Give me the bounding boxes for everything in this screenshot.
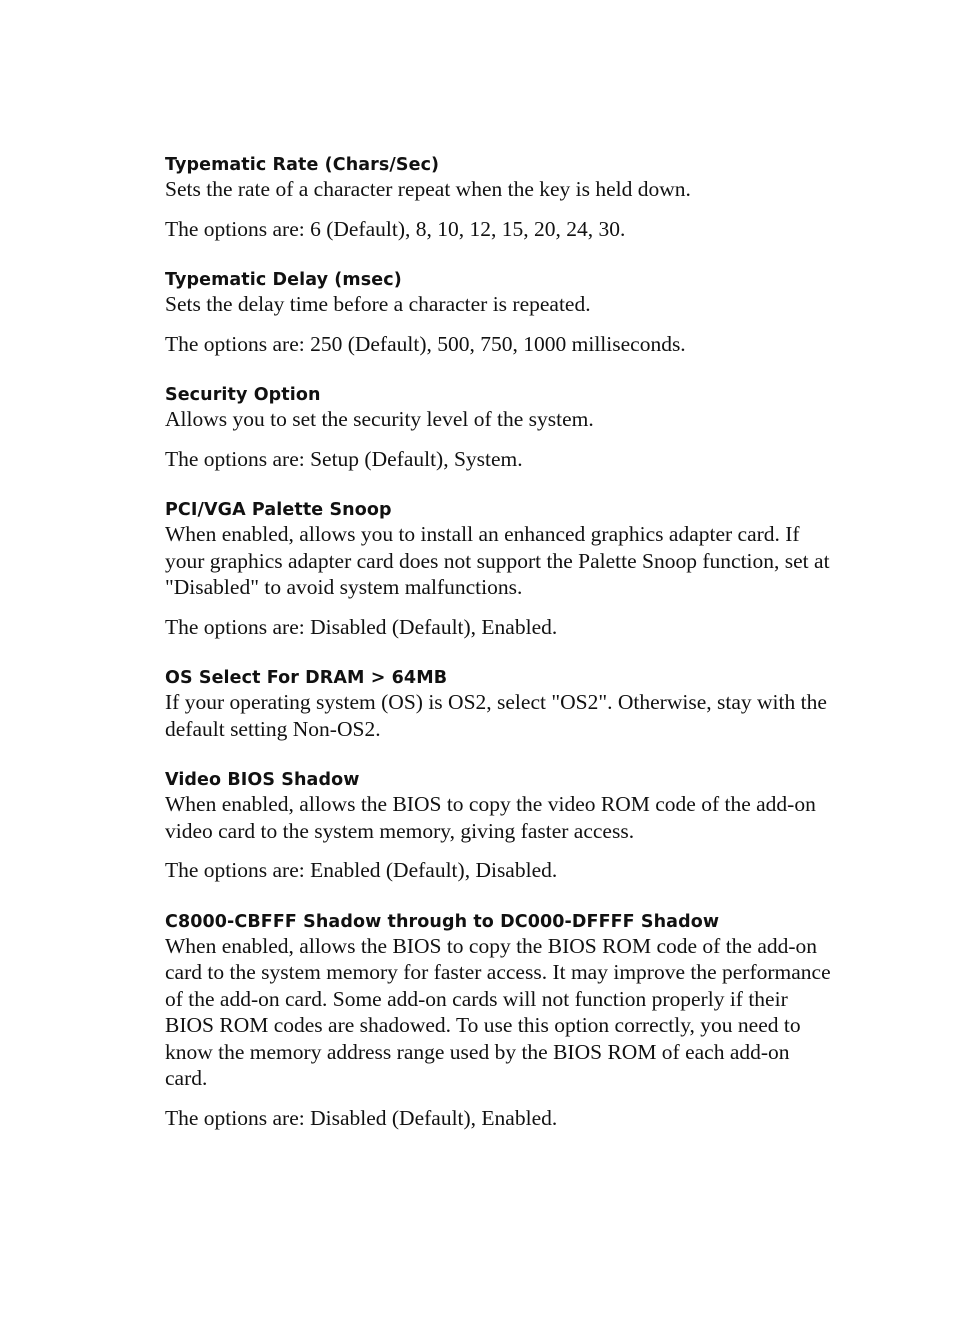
- section-description: When enabled, allows the BIOS to copy the video ROM code of the add-on video card to the system memory, giving faster access.: [165, 792, 816, 843]
- section-description: When enabled, allows the BIOS to copy the BIOS ROM code of the add-on card to the system memory for faster access. It may improve the performance of the add-on card. Some add-on cards will not function properly if their BIOS ROM codes are shadowed. To use this option correctly, you need to know the memory address range used by the BIOS ROM of each add-on card.: [165, 933, 831, 1090]
- section-options: The options are: Setup (Default), System.: [165, 446, 523, 471]
- section-os-select: [165, 667, 835, 742]
- section-rom-shadow: [165, 911, 835, 1132]
- section-palette-snoop: [165, 499, 835, 640]
- section-options: The options are: 250 (Default), 500, 750, 1000 milliseconds.: [165, 331, 686, 356]
- section-description: Sets the delay time before a character is repeated.: [165, 292, 591, 316]
- section-description: Sets the rate of a character repeat when the key is held down.: [165, 177, 691, 201]
- section-description: When enabled, allows you to install an enhanced graphics adapter card. If your graphics adapter card does not support the Palette Snoop function, set at "Disabled" to avoid system malfunctions.: [165, 522, 830, 599]
- section-video-bios-shadow: [165, 769, 835, 884]
- section-heading: OS Select For DRAM > 64MB: [165, 668, 448, 688]
- section-options: The options are: Disabled (Default), Enabled.: [165, 1105, 558, 1130]
- section-heading: C8000-CBFFF Shadow through to DC000-DFFFF Shadow: [165, 911, 720, 932]
- section-description: If your operating system (OS) is OS2, select "OS2". Otherwise, stay with the default setting Non-OS2.: [165, 690, 827, 741]
- section-heading: Typematic Delay (msec): [165, 270, 402, 290]
- section-options: The options are: 6 (Default), 8, 10, 12, 15, 20, 24, 30.: [165, 216, 626, 241]
- section-heading: PCI/VGA Palette Snoop: [165, 500, 392, 520]
- section-heading: Security Option: [165, 385, 321, 405]
- section-heading: Typematic Rate (Chars/Sec): [165, 155, 440, 175]
- section-security-option: [165, 384, 835, 472]
- section-description: Allows you to set the security level of the system.: [165, 407, 594, 431]
- section-options: The options are: Enabled (Default), Disabled.: [165, 858, 558, 882]
- section-options: The options are: Disabled (Default), Enabled.: [165, 614, 558, 639]
- document-page: [165, 154, 835, 1158]
- section-typematic-rate: [165, 154, 835, 242]
- section-typematic-delay: [165, 269, 835, 357]
- section-heading: Video BIOS Shadow: [165, 770, 360, 790]
